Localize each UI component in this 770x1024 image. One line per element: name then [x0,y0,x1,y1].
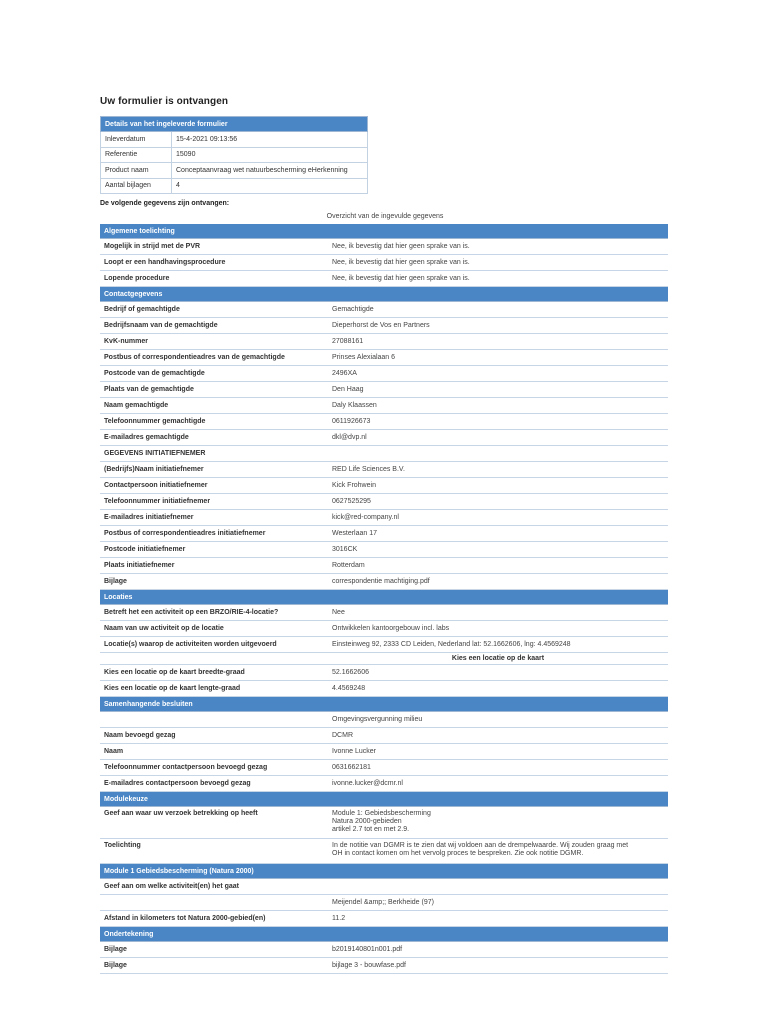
table-row [100,621,668,637]
field-label: Bedrijf of gemachtigde [104,306,180,313]
field-value: kick@red-company.nl [332,514,399,521]
field-value: 2496XA [332,370,357,377]
table-row [100,510,668,526]
field-value: 0631662181 [332,764,371,771]
field-label: (Bedrijfs)Naam initiatiefnemer [104,466,204,473]
submission-details-table [100,116,368,194]
field-label: Locatie(s) waarop de activiteiten worden uitgevoerd [104,641,277,648]
table-caption: Overzicht van de ingevulde gegevens [326,213,444,220]
field-label: E-mailadres contactpersoon bevoegd gezag [104,780,251,787]
field-label: Plaats initiatiefnemer [104,562,175,569]
field-label [100,653,324,664]
field-label: Bijlage [104,962,127,969]
field-value: Westerlaan 17 [332,530,378,537]
field-value: 0627525295 [332,498,371,505]
table-row [100,398,668,414]
page-title: Uw formulier is ontvangen [100,96,229,107]
table-row [100,574,668,590]
table-row [100,318,668,334]
field-value [324,446,668,461]
field-value: Nee, ik bevestig dat hier geen sprake van is. [332,243,470,250]
field-value: Omgevingsvergunning milieu [332,716,423,723]
section-header: Samenhangende besluiten [100,697,668,712]
field-value: DCMR [332,732,353,739]
table-row [100,271,668,287]
field-value: 52.1662606 [332,669,369,676]
field-label: KvK-nummer [104,338,148,345]
section-header: Locaties [100,590,668,605]
table-row [100,558,668,574]
field-label: Betreft het een activiteit op een BRZO/RIE-4-locatie? [104,609,279,616]
field-value: ivonne.lucker@dcmr.nl [332,780,403,787]
field-label: Toelichting [104,842,141,849]
table-row [100,462,668,478]
field-value [324,879,668,894]
table-row [100,776,668,792]
field-value: bijlage 3 - bouwfase.pdf [332,962,406,969]
table-row [100,958,668,974]
field-value: correspondentie machtiging.pdf [332,578,430,585]
field-label: Naam bevoegd gezag [104,732,176,739]
field-value: Prinses Alexialaan 6 [332,354,396,361]
field-value: Gemachtigde [332,306,374,313]
section-header: Module 1 Gebiedsbescherming (Natura 2000) [100,864,668,879]
field-label: Postbus of correspondentieadres initiatiefnemer [104,530,266,537]
received-data-heading: De volgende gegevens zijn ontvangen: [100,200,230,207]
field-value: Ivonne Lucker [332,748,376,755]
table-row [100,239,668,255]
field-label: Afstand in kilometers tot Natura 2000-gebied(en) [104,915,266,922]
table-row: Product naam Conceptaanvraag wet natuurbescherming eHerkenning [101,163,368,179]
field-label: Telefoonnummer contactpersoon bevoegd gezag [104,764,268,771]
field-label: Telefoonnummer initiatiefnemer [104,498,211,505]
table-row [100,911,668,927]
field-value: Kies een locatie op de kaart [451,655,545,662]
table-row [100,712,668,728]
table-row [100,542,668,558]
field-label: Bijlage [104,946,127,953]
field-label: E-mailadres initiatiefnemer [104,514,194,521]
field-label: Naam [104,748,124,755]
section-header: Ondertekening [100,927,668,942]
table-row [100,350,668,366]
field-value: dkl@dvp.nl [332,434,367,441]
field-label: Loopt er een handhavingsprocedure [104,259,226,266]
field-value: Den Haag [332,386,364,393]
field-value: 0611926673 [332,418,371,425]
field-label: GEGEVENS INITIATIEFNEMER [104,450,206,457]
field-label: E-mailadres gemachtigde [104,434,189,441]
table-row [100,446,668,462]
field-value [324,807,668,838]
field-value-line: In de notitie van DGMR is te zien dat wij voldoen aan de drempelwaarde. Wij zouden graag met [332,842,629,849]
field-label: Postcode initiatiefnemer [104,546,186,553]
field-value: 3016CK [332,546,358,553]
table-row [100,665,668,681]
table-row [100,494,668,510]
table-row [100,653,668,665]
submitted-data-table [100,224,668,974]
table-row [100,879,668,895]
field-value-line: Module 1: Gebiedsbescherming [332,810,431,817]
table-row: Inleverdatum 15-4-2021 09:13:56 [101,132,368,148]
table-row [100,760,668,776]
field-value-line: Natura 2000-gebieden [332,818,402,825]
field-label: Naam van uw activiteit op de locatie [104,625,224,632]
field-label [100,895,324,910]
field-label: Kies een locatie op de kaart breedte-graad [104,669,245,676]
table-row [100,414,668,430]
field-value-line: artikel 2.7 tot en met 2.9. [332,826,410,833]
table-row [100,382,668,398]
section-header: Modulekeuze [100,792,668,807]
field-label: Postbus of correspondentieadres van de gemachtigde [104,354,285,361]
field-label: Naam gemachtigde [104,402,169,409]
table-row [100,430,668,446]
field-label: Bijlage [104,578,127,585]
section-header: Contactgegevens [100,287,668,302]
table-row [100,637,668,653]
table-row [100,839,668,864]
field-value: 27088161 [332,338,364,345]
field-label: Plaats van de gemachtigde [104,386,194,393]
field-value: Rotterdam [332,562,365,569]
table-row [100,605,668,621]
field-value: Nee, ik bevestig dat hier geen sprake van is. [332,275,470,282]
field-value: Meijendel &amp;; Berkheide (97) [332,899,434,906]
field-value: Einsteinweg 92, 2333 CD Leiden, Nederland lat: 52.1662606, lng: 4.4569248 [332,641,571,648]
field-value: 4.4569248 [332,685,366,692]
field-label: Postcode van de gemachtigde [104,370,205,377]
field-value: Nee [332,609,345,616]
field-value: Kick Frohwein [332,482,376,489]
field-label: Lopende procedure [104,275,170,282]
field-value: Dieperhorst de Vos en Partners [332,322,430,329]
field-label: Bedrijfsnaam van de gemachtigde [104,322,218,329]
field-value: b2019140801n001.pdf [332,946,403,953]
table-row [100,744,668,760]
table-row: Aantal bijlagen 4 [101,178,368,194]
field-label: Geef aan om welke activiteit(en) het gaat [104,883,239,890]
table-row [100,728,668,744]
field-label: Geef aan waar uw verzoek betrekking op heeft [104,810,258,817]
table-row [100,334,668,350]
table-row: Referentie 15090 [101,147,368,163]
table-row [100,478,668,494]
table-row [100,807,668,839]
table-row [100,681,668,697]
table-row [100,366,668,382]
field-label: Mogelijk in strijd met de PVR [104,243,201,250]
table-row [100,255,668,271]
field-value: Nee, ik bevestig dat hier geen sprake van is. [332,259,470,266]
table-row [100,895,668,911]
summary-header: Details van het ingeleverde formulier [101,117,368,132]
field-value [324,839,668,863]
field-value: 11.2 [332,915,346,922]
section-header: Algemene toelichting [100,224,668,239]
table-row [100,526,668,542]
field-value-line: OH in contact komen om het vervolg proces te bespreken. Zie ook notitie DGMR. [332,850,584,857]
field-label: Telefoonnummer gemachtigde [104,418,206,425]
field-value: RED Life Sciences B.V. [332,466,405,473]
field-label [100,712,324,727]
field-value: Daly Klaassen [332,402,377,409]
table-row [100,302,668,318]
table-row [100,942,668,958]
field-label: Kies een locatie op de kaart lengte-graad [104,685,241,692]
field-label: Contactpersoon initiatiefnemer [104,482,208,489]
field-value: Ontwikkelen kantoorgebouw incl. labs [332,625,450,632]
